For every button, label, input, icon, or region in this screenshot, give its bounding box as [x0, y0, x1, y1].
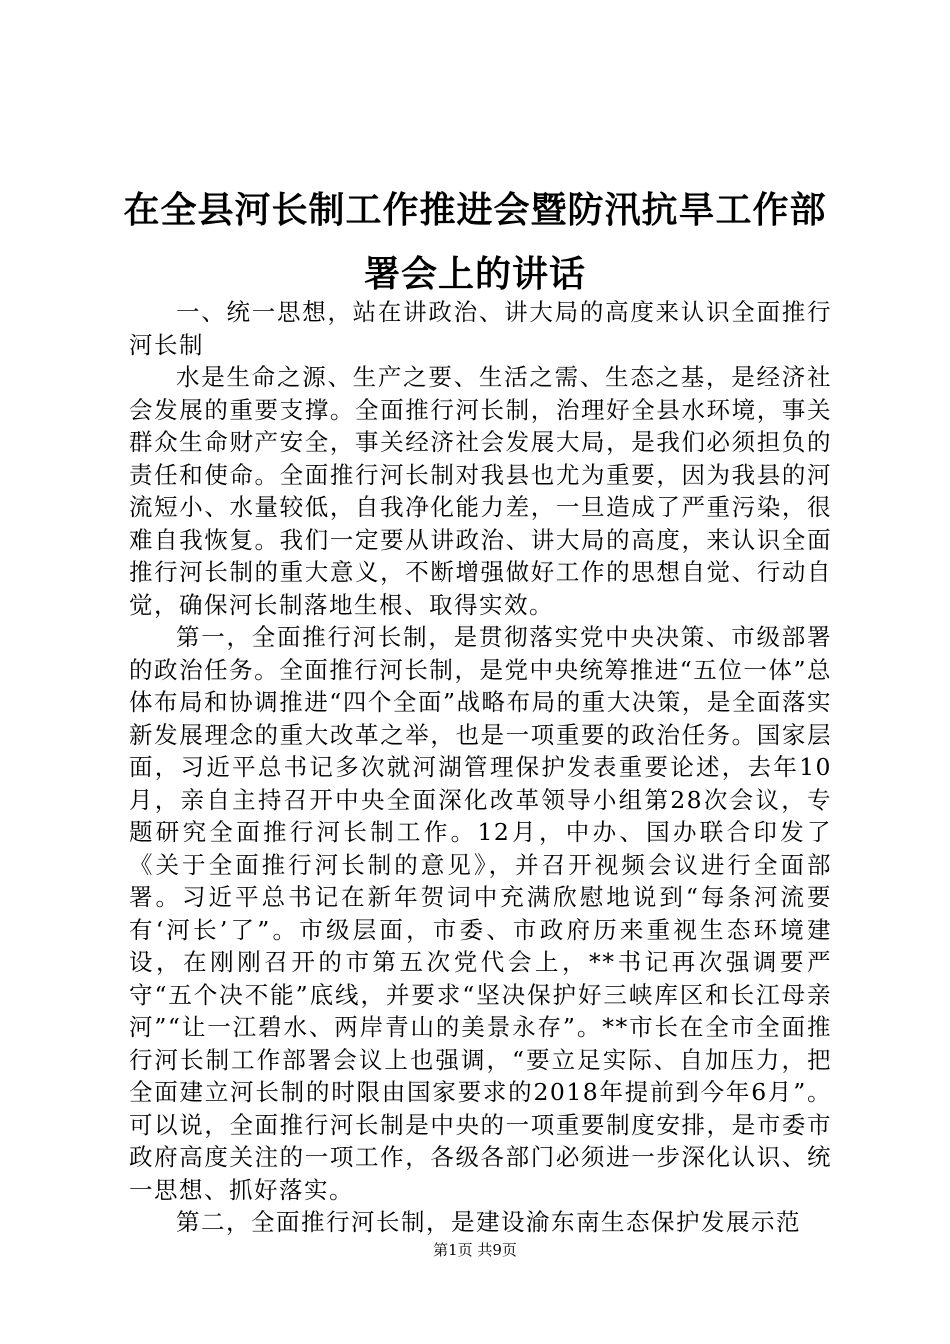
- body-paragraph: 水是生命之源、生产之要、生活之需、生态之基，是经济社会发展的重要支撑。全面推行河长制，治理好全县水环境，事关群众生命财产安全，事关经济社会发展大局，是我们必须担负的责任和使命。全面推行河长制对我县也尤为重要，因为我县的河流短小、水量较低，自我净化能力差，一旦造成了严重污染，很难自我恢复。我们一定要从讲政治、讲大局的高度，来认识全面推行河长制的重大意义，不断增强做好工作的思想自觉、行动自觉，确保河长制落地生根、取得实效。: [129, 363, 832, 619]
- document-title: 在全县河长制工作推进会暨防汛抗旱工作部署会上的讲话: [123, 189, 827, 295]
- body-paragraph: 第一，全面推行河长制，是贯彻落实党中央决策、市级部署的政治任务。全面推行河长制，是党中央统筹推进“五位一体”总体布局和协调推进“四个全面”战略布局的重大决策，是全面落实新发展理念的重大改革之举，也是一项重要的政治任务。国家层面，习近平总书记多次就河湖管理保护发表重要论述，去年10月，亲自主持召开中央全面深化改革领导小组第28次会议，专题研究全面推行河长制工作。12月，中办、国办联合印发了《关于全面推行河长制的意见》，并召开视频会议进行全面部署。习近平总书记在新年贺词中充满欣慰地说到“每条河流要有‘河长’了”。市级层面，市委、市政府历来重视生态环境建设，在刚刚召开的市第五次党代会上，**书记再次强调要严守“五个决不能”底线，并要求“坚决保护好三峡库区和长江母亲河”“让一江碧水、两岸青山的美景永存”。**市长在全市全面推行河长制工作部署会议上也强调，“要立足实际、自加压力，把全面建立河长制的时限由国家要求的2018年提前到今年6月”。可以说，全面推行河长制是中央的一项重要制度安排，是市委市政府高度关注的一项工作，各级各部门必须进一步深化认识、统一思想、抓好落实。: [129, 623, 832, 1204]
- body-paragraph: 第二，全面推行河长制，是建设渝东南生态保护发展示范: [176, 1208, 801, 1236]
- section-heading: 一、统一思想，站在讲政治、讲大局的高度来认识全面推行河长制: [129, 298, 832, 359]
- document-body: [129, 296, 832, 1239]
- page-footer: 第1页 共9页: [433, 1241, 517, 1259]
